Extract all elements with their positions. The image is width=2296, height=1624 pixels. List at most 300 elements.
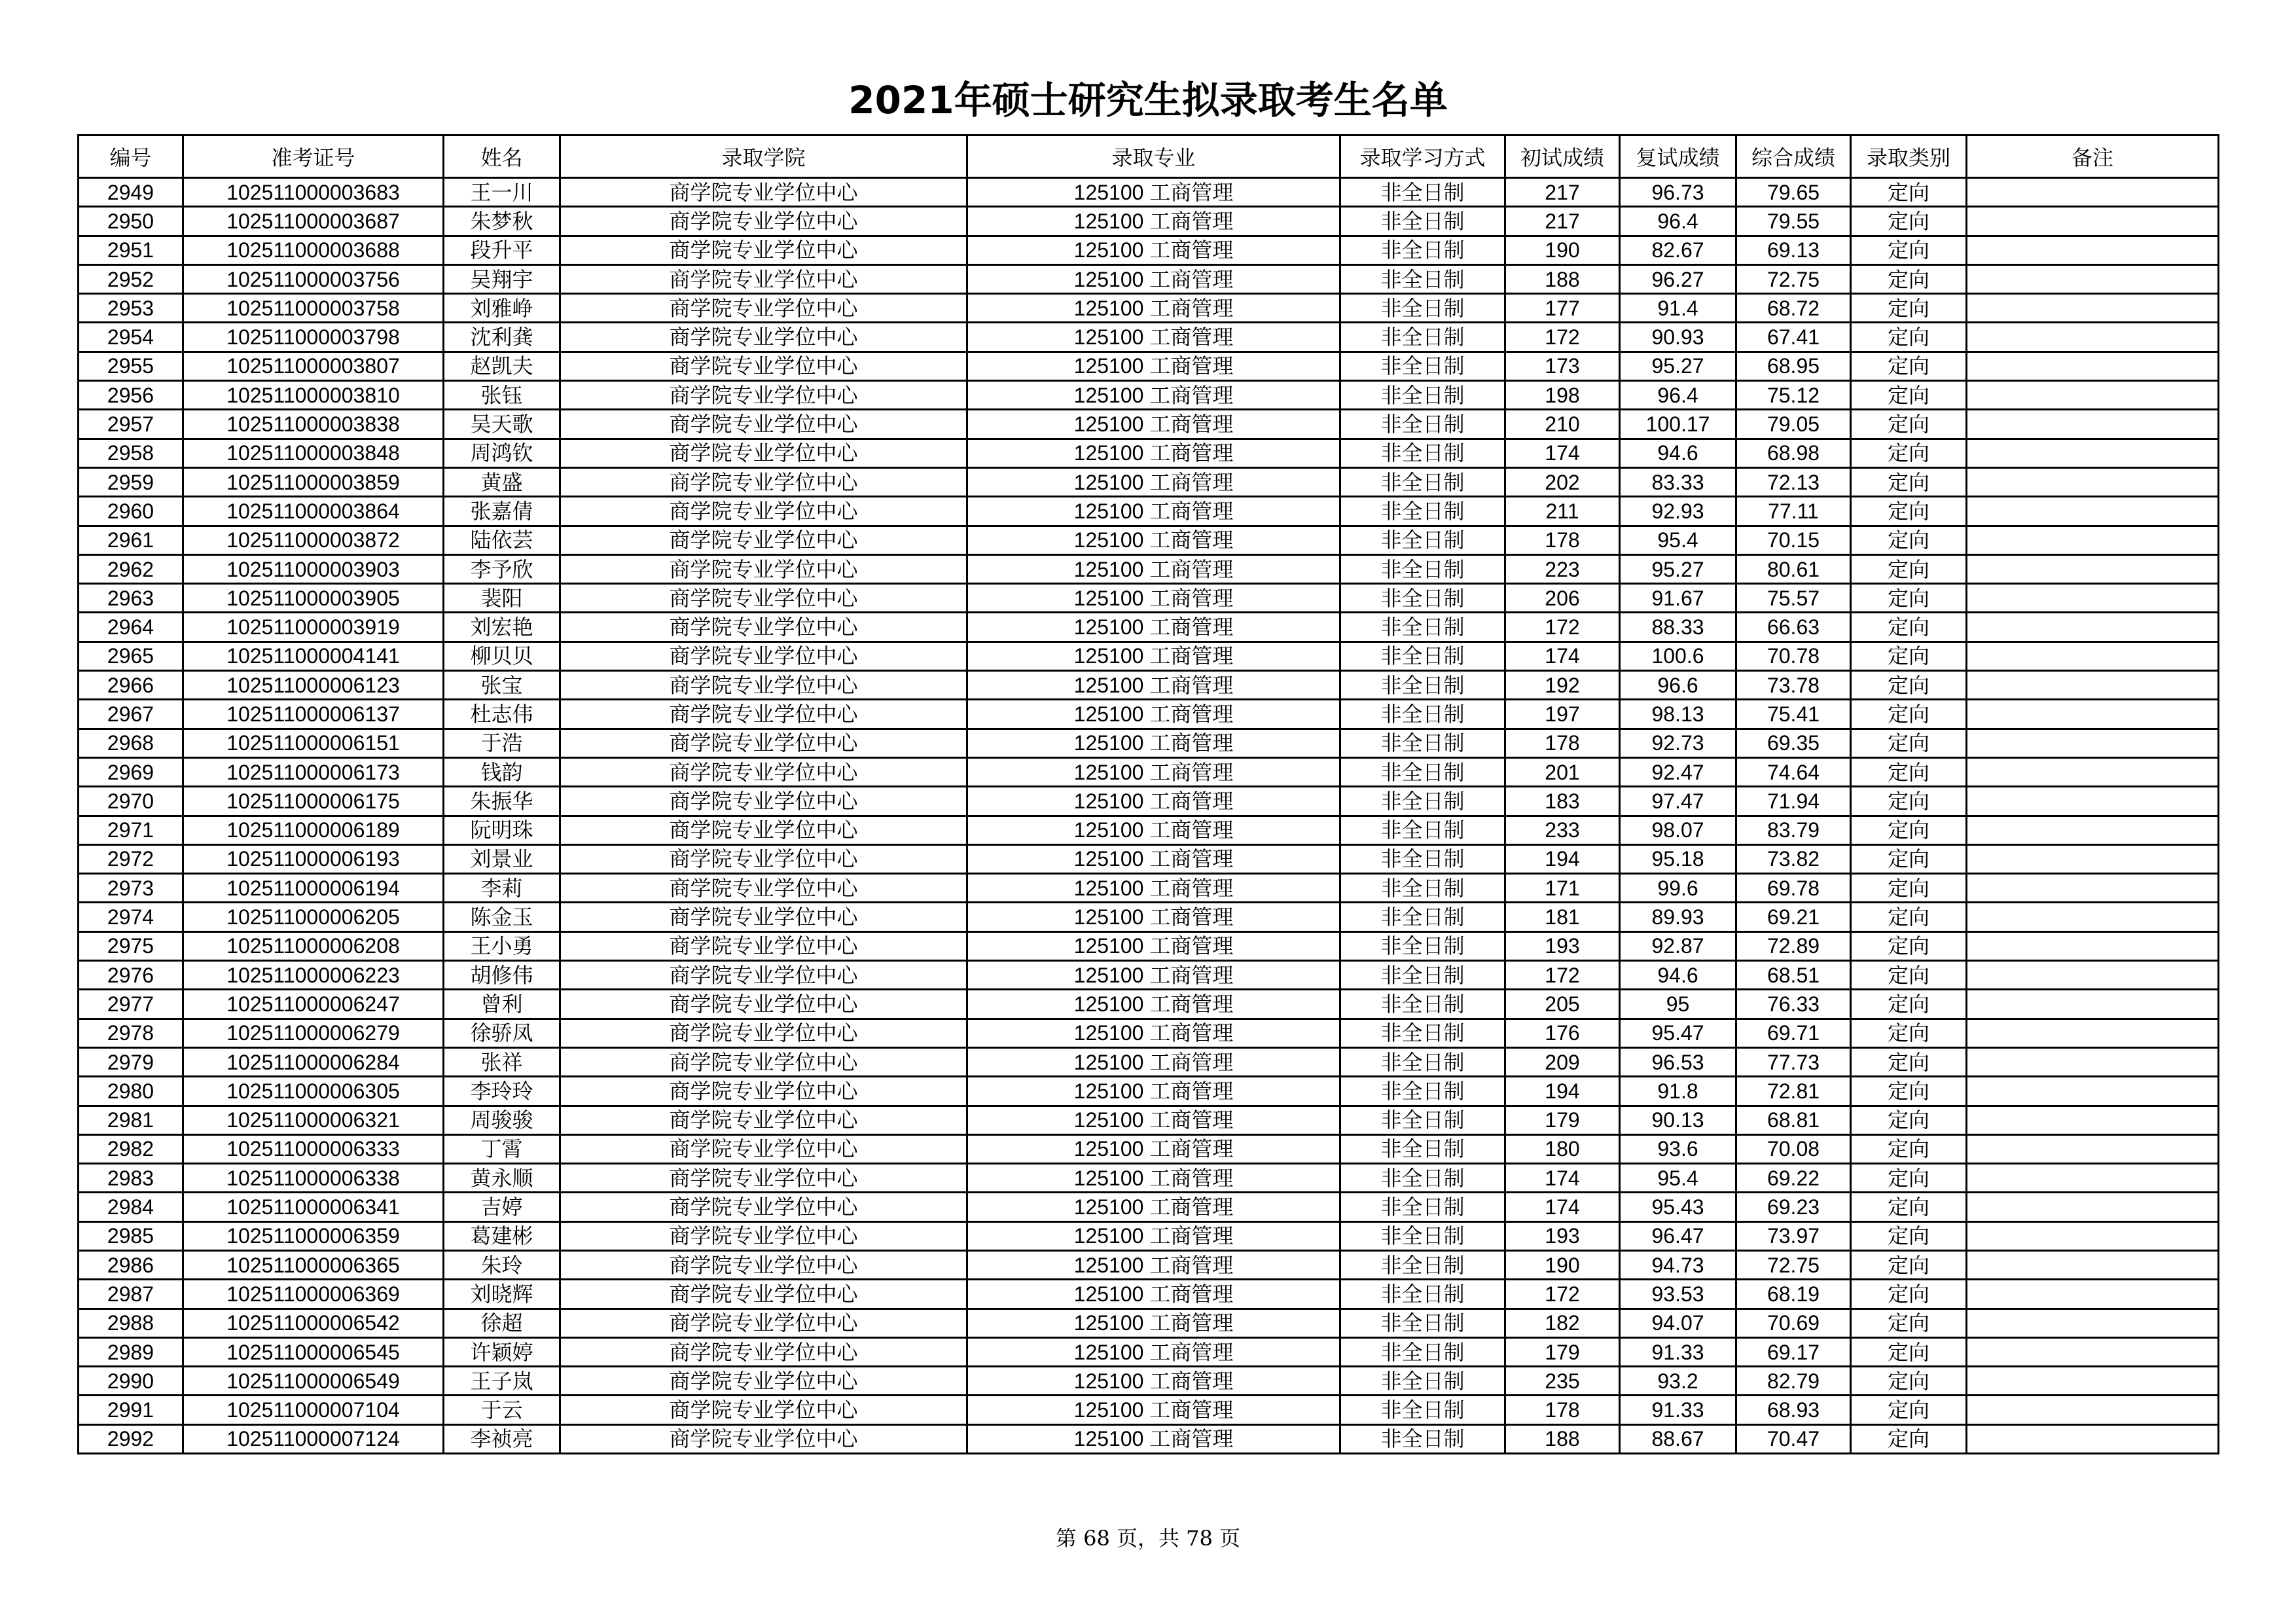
- cell-prelim-score: 174: [1505, 641, 1620, 670]
- table-row: [79, 816, 2219, 844]
- cell-category: 定向: [1851, 1047, 1967, 1076]
- col-header-name: 姓名: [444, 135, 560, 178]
- cell-id: 2960: [79, 497, 183, 526]
- cell-major: 125100 工商管理: [967, 729, 1340, 757]
- cell-major: 125100 工商管理: [967, 352, 1340, 380]
- cell-name: 钱韵: [444, 757, 560, 786]
- cell-remarks: [1967, 874, 2219, 903]
- cell-id: 2985: [79, 1221, 183, 1250]
- col-header-retest-score: 复试成绩: [1620, 135, 1736, 178]
- cell-remarks: [1967, 207, 2219, 236]
- cell-prelim-score: 202: [1505, 467, 1620, 496]
- cell-college: 商学院专业学位中心: [560, 526, 967, 554]
- cell-name: 朱振华: [444, 787, 560, 816]
- cell-major: 125100 工商管理: [967, 700, 1340, 729]
- cell-total-score: 70.78: [1736, 641, 1851, 670]
- cell-category: 定向: [1851, 874, 1967, 903]
- cell-category: 定向: [1851, 1077, 1967, 1106]
- cell-prelim-score: 179: [1505, 1106, 1620, 1134]
- cell-prelim-score: 178: [1505, 1396, 1620, 1424]
- cell-remarks: [1967, 816, 2219, 844]
- cell-major: 125100 工商管理: [967, 323, 1340, 352]
- cell-id: 2990: [79, 1367, 183, 1396]
- cell-total-score: 70.69: [1736, 1308, 1851, 1337]
- cell-id: 2974: [79, 903, 183, 931]
- cell-retest-score: 93.2: [1620, 1367, 1736, 1396]
- table-row: [79, 641, 2219, 670]
- cell-study-mode: 非全日制: [1340, 700, 1505, 729]
- cell-name: 王子岚: [444, 1367, 560, 1396]
- cell-total-score: 73.78: [1736, 671, 1851, 700]
- cell-remarks: [1967, 381, 2219, 410]
- cell-exam-number: 102511000006545: [183, 1337, 444, 1366]
- cell-prelim-score: 172: [1505, 1280, 1620, 1308]
- cell-prelim-score: 179: [1505, 1337, 1620, 1366]
- cell-remarks: [1967, 1077, 2219, 1106]
- cell-total-score: 77.11: [1736, 497, 1851, 526]
- cell-remarks: [1967, 1047, 2219, 1076]
- cell-category: 定向: [1851, 236, 1967, 264]
- table-row: [79, 1019, 2219, 1047]
- table-row: [79, 584, 2219, 613]
- cell-retest-score: 93.6: [1620, 1134, 1736, 1163]
- cell-retest-score: 91.33: [1620, 1396, 1736, 1424]
- cell-study-mode: 非全日制: [1340, 1019, 1505, 1047]
- cell-major: 125100 工商管理: [967, 264, 1340, 293]
- cell-category: 定向: [1851, 816, 1967, 844]
- cell-name: 赵凯夫: [444, 352, 560, 380]
- table-row: [79, 178, 2219, 207]
- cell-name: 徐骄凤: [444, 1019, 560, 1047]
- cell-retest-score: 90.93: [1620, 323, 1736, 352]
- cell-total-score: 66.63: [1736, 613, 1851, 641]
- table-row: [79, 700, 2219, 729]
- cell-id: 2954: [79, 323, 183, 352]
- cell-prelim-score: 178: [1505, 729, 1620, 757]
- cell-retest-score: 99.6: [1620, 874, 1736, 903]
- cell-retest-score: 96.27: [1620, 264, 1736, 293]
- cell-prelim-score: 176: [1505, 1019, 1620, 1047]
- cell-major: 125100 工商管理: [967, 844, 1340, 873]
- cell-exam-number: 102511000006338: [183, 1164, 444, 1193]
- cell-category: 定向: [1851, 526, 1967, 554]
- cell-total-score: 75.41: [1736, 700, 1851, 729]
- cell-total-score: 72.81: [1736, 1077, 1851, 1106]
- cell-exam-number: 102511000003872: [183, 526, 444, 554]
- cell-category: 定向: [1851, 1019, 1967, 1047]
- cell-remarks: [1967, 903, 2219, 931]
- cell-exam-number: 102511000006305: [183, 1077, 444, 1106]
- cell-exam-number: 102511000006279: [183, 1019, 444, 1047]
- table-row: [79, 264, 2219, 293]
- table-row: [79, 787, 2219, 816]
- cell-category: 定向: [1851, 410, 1967, 439]
- table-row: [79, 1134, 2219, 1163]
- table-row: [79, 844, 2219, 873]
- cell-name: 于浩: [444, 729, 560, 757]
- cell-prelim-score: 217: [1505, 178, 1620, 207]
- cell-study-mode: 非全日制: [1340, 323, 1505, 352]
- cell-remarks: [1967, 1308, 2219, 1337]
- cell-name: 陆依芸: [444, 526, 560, 554]
- cell-exam-number: 102511000003838: [183, 410, 444, 439]
- cell-name: 张钰: [444, 381, 560, 410]
- cell-exam-number: 102511000006542: [183, 1308, 444, 1337]
- table-row: [79, 1396, 2219, 1424]
- cell-name: 李玲玲: [444, 1077, 560, 1106]
- cell-category: 定向: [1851, 323, 1967, 352]
- cell-exam-number: 102511000006369: [183, 1280, 444, 1308]
- cell-total-score: 69.13: [1736, 236, 1851, 264]
- page-footer: 第 68 页，共 78 页: [1055, 1526, 1241, 1551]
- cell-exam-number: 102511000006223: [183, 961, 444, 990]
- cell-total-score: 72.13: [1736, 467, 1851, 496]
- cell-remarks: [1967, 264, 2219, 293]
- cell-remarks: [1967, 1164, 2219, 1193]
- cell-major: 125100 工商管理: [967, 1134, 1340, 1163]
- cell-exam-number: 102511000006175: [183, 787, 444, 816]
- cell-remarks: [1967, 526, 2219, 554]
- cell-prelim-score: 177: [1505, 294, 1620, 323]
- cell-retest-score: 95.18: [1620, 844, 1736, 873]
- cell-total-score: 83.79: [1736, 816, 1851, 844]
- cell-total-score: 79.55: [1736, 207, 1851, 236]
- cell-prelim-score: 206: [1505, 584, 1620, 613]
- table-row: [79, 352, 2219, 380]
- cell-major: 125100 工商管理: [967, 613, 1340, 641]
- cell-college: 商学院专业学位中心: [560, 844, 967, 873]
- cell-exam-number: 102511000003758: [183, 294, 444, 323]
- cell-category: 定向: [1851, 844, 1967, 873]
- cell-name: 段升平: [444, 236, 560, 264]
- cell-category: 定向: [1851, 990, 1967, 1019]
- cell-college: 商学院专业学位中心: [560, 1424, 967, 1453]
- table-row: [79, 1164, 2219, 1193]
- cell-study-mode: 非全日制: [1340, 497, 1505, 526]
- cell-total-score: 70.15: [1736, 526, 1851, 554]
- cell-retest-score: 95.47: [1620, 1019, 1736, 1047]
- cell-exam-number: 102511000003756: [183, 264, 444, 293]
- cell-total-score: 77.73: [1736, 1047, 1851, 1076]
- cell-total-score: 72.89: [1736, 931, 1851, 960]
- cell-college: 商学院专业学位中心: [560, 1367, 967, 1396]
- cell-exam-number: 102511000003798: [183, 323, 444, 352]
- cell-retest-score: 95.4: [1620, 526, 1736, 554]
- table-row: [79, 757, 2219, 786]
- cell-remarks: [1967, 1337, 2219, 1366]
- cell-major: 125100 工商管理: [967, 439, 1340, 467]
- cell-total-score: 80.61: [1736, 554, 1851, 583]
- cell-name: 李予欣: [444, 554, 560, 583]
- cell-name: 李莉: [444, 874, 560, 903]
- cell-category: 定向: [1851, 352, 1967, 380]
- cell-exam-number: 102511000003919: [183, 613, 444, 641]
- cell-college: 商学院专业学位中心: [560, 931, 967, 960]
- cell-name: 许颖婷: [444, 1337, 560, 1366]
- cell-total-score: 69.71: [1736, 1019, 1851, 1047]
- cell-prelim-score: 172: [1505, 323, 1620, 352]
- table-row: [79, 990, 2219, 1019]
- cell-remarks: [1967, 236, 2219, 264]
- cell-category: 定向: [1851, 554, 1967, 583]
- cell-category: 定向: [1851, 1250, 1967, 1279]
- cell-prelim-score: 233: [1505, 816, 1620, 844]
- cell-retest-score: 96.4: [1620, 381, 1736, 410]
- cell-college: 商学院专业学位中心: [560, 236, 967, 264]
- table-row: [79, 439, 2219, 467]
- table-row: [79, 1193, 2219, 1221]
- cell-college: 商学院专业学位中心: [560, 1337, 967, 1366]
- cell-remarks: [1967, 1250, 2219, 1279]
- cell-prelim-score: 223: [1505, 554, 1620, 583]
- cell-college: 商学院专业学位中心: [560, 1221, 967, 1250]
- cell-remarks: [1967, 931, 2219, 960]
- cell-retest-score: 95.43: [1620, 1193, 1736, 1221]
- cell-exam-number: 102511000006151: [183, 729, 444, 757]
- cell-college: 商学院专业学位中心: [560, 1047, 967, 1076]
- cell-id: 2979: [79, 1047, 183, 1076]
- cell-prelim-score: 193: [1505, 1221, 1620, 1250]
- cell-exam-number: 102511000003807: [183, 352, 444, 380]
- col-header-total-score: 综合成绩: [1736, 135, 1851, 178]
- cell-prelim-score: 211: [1505, 497, 1620, 526]
- cell-total-score: 72.75: [1736, 264, 1851, 293]
- cell-category: 定向: [1851, 1134, 1967, 1163]
- cell-exam-number: 102511000004141: [183, 641, 444, 670]
- cell-exam-number: 102511000003848: [183, 439, 444, 467]
- cell-id: 2968: [79, 729, 183, 757]
- cell-remarks: [1967, 178, 2219, 207]
- cell-category: 定向: [1851, 1280, 1967, 1308]
- cell-major: 125100 工商管理: [967, 497, 1340, 526]
- cell-category: 定向: [1851, 700, 1967, 729]
- cell-remarks: [1967, 700, 2219, 729]
- table-row: [79, 381, 2219, 410]
- cell-name: 刘晓辉: [444, 1280, 560, 1308]
- cell-prelim-score: 174: [1505, 1164, 1620, 1193]
- cell-id: 2976: [79, 961, 183, 990]
- cell-study-mode: 非全日制: [1340, 554, 1505, 583]
- cell-category: 定向: [1851, 584, 1967, 613]
- cell-remarks: [1967, 1193, 2219, 1221]
- cell-id: 2991: [79, 1396, 183, 1424]
- cell-id: 2983: [79, 1164, 183, 1193]
- cell-prelim-score: 209: [1505, 1047, 1620, 1076]
- cell-college: 商学院专业学位中心: [560, 613, 967, 641]
- cell-study-mode: 非全日制: [1340, 178, 1505, 207]
- cell-prelim-score: 205: [1505, 990, 1620, 1019]
- cell-prelim-score: 181: [1505, 903, 1620, 931]
- cell-total-score: 69.78: [1736, 874, 1851, 903]
- cell-name: 陈金玉: [444, 903, 560, 931]
- col-header-study-mode: 录取学习方式: [1340, 135, 1505, 178]
- admission-table: [77, 134, 2219, 1454]
- cell-remarks: [1967, 410, 2219, 439]
- cell-category: 定向: [1851, 1424, 1967, 1453]
- table-row: [79, 526, 2219, 554]
- cell-remarks: [1967, 729, 2219, 757]
- cell-prelim-score: 174: [1505, 439, 1620, 467]
- cell-id: 2958: [79, 439, 183, 467]
- cell-major: 125100 工商管理: [967, 903, 1340, 931]
- cell-retest-score: 88.67: [1620, 1424, 1736, 1453]
- cell-prelim-score: 188: [1505, 1424, 1620, 1453]
- cell-study-mode: 非全日制: [1340, 1164, 1505, 1193]
- cell-prelim-score: 172: [1505, 961, 1620, 990]
- cell-major: 125100 工商管理: [967, 931, 1340, 960]
- cell-retest-score: 100.6: [1620, 641, 1736, 670]
- cell-major: 125100 工商管理: [967, 1424, 1340, 1453]
- cell-retest-score: 97.47: [1620, 787, 1736, 816]
- cell-name: 李祯亮: [444, 1424, 560, 1453]
- cell-total-score: 69.22: [1736, 1164, 1851, 1193]
- cell-prelim-score: 180: [1505, 1134, 1620, 1163]
- table-row: [79, 323, 2219, 352]
- cell-name: 曾利: [444, 990, 560, 1019]
- cell-exam-number: 102511000006284: [183, 1047, 444, 1076]
- cell-retest-score: 91.33: [1620, 1337, 1736, 1366]
- cell-id: 2986: [79, 1250, 183, 1279]
- cell-exam-number: 102511000003864: [183, 497, 444, 526]
- cell-category: 定向: [1851, 264, 1967, 293]
- cell-retest-score: 83.33: [1620, 467, 1736, 496]
- cell-retest-score: 89.93: [1620, 903, 1736, 931]
- cell-retest-score: 92.47: [1620, 757, 1736, 786]
- cell-id: 2972: [79, 844, 183, 873]
- cell-study-mode: 非全日制: [1340, 1077, 1505, 1106]
- cell-total-score: 68.95: [1736, 352, 1851, 380]
- cell-remarks: [1967, 1106, 2219, 1134]
- cell-total-score: 71.94: [1736, 787, 1851, 816]
- cell-study-mode: 非全日制: [1340, 1308, 1505, 1337]
- cell-category: 定向: [1851, 1308, 1967, 1337]
- cell-major: 125100 工商管理: [967, 526, 1340, 554]
- cell-major: 125100 工商管理: [967, 554, 1340, 583]
- cell-study-mode: 非全日制: [1340, 729, 1505, 757]
- table-row: [79, 410, 2219, 439]
- cell-major: 125100 工商管理: [967, 1164, 1340, 1193]
- cell-exam-number: 102511000007104: [183, 1396, 444, 1424]
- cell-college: 商学院专业学位中心: [560, 1106, 967, 1134]
- cell-remarks: [1967, 671, 2219, 700]
- cell-prelim-score: 194: [1505, 1077, 1620, 1106]
- cell-major: 125100 工商管理: [967, 467, 1340, 496]
- cell-prelim-score: 171: [1505, 874, 1620, 903]
- cell-exam-number: 102511000003687: [183, 207, 444, 236]
- cell-name: 于云: [444, 1396, 560, 1424]
- cell-study-mode: 非全日制: [1340, 1424, 1505, 1453]
- cell-remarks: [1967, 641, 2219, 670]
- cell-college: 商学院专业学位中心: [560, 1250, 967, 1279]
- cell-major: 125100 工商管理: [967, 1250, 1340, 1279]
- cell-total-score: 72.75: [1736, 1250, 1851, 1279]
- cell-major: 125100 工商管理: [967, 671, 1340, 700]
- cell-college: 商学院专业学位中心: [560, 178, 967, 207]
- cell-study-mode: 非全日制: [1340, 1337, 1505, 1366]
- cell-major: 125100 工商管理: [967, 1337, 1340, 1366]
- cell-exam-number: 102511000003810: [183, 381, 444, 410]
- cell-major: 125100 工商管理: [967, 1019, 1340, 1047]
- cell-study-mode: 非全日制: [1340, 816, 1505, 844]
- cell-remarks: [1967, 757, 2219, 786]
- cell-name: 徐超: [444, 1308, 560, 1337]
- cell-retest-score: 94.6: [1620, 961, 1736, 990]
- cell-retest-score: 98.07: [1620, 816, 1736, 844]
- cell-college: 商学院专业学位中心: [560, 700, 967, 729]
- cell-college: 商学院专业学位中心: [560, 554, 967, 583]
- cell-prelim-score: 183: [1505, 787, 1620, 816]
- cell-exam-number: 102511000006189: [183, 816, 444, 844]
- cell-retest-score: 88.33: [1620, 613, 1736, 641]
- cell-study-mode: 非全日制: [1340, 961, 1505, 990]
- cell-study-mode: 非全日制: [1340, 526, 1505, 554]
- cell-id: 2987: [79, 1280, 183, 1308]
- cell-exam-number: 102511000003688: [183, 236, 444, 264]
- cell-id: 2965: [79, 641, 183, 670]
- cell-total-score: 68.98: [1736, 439, 1851, 467]
- cell-retest-score: 96.73: [1620, 178, 1736, 207]
- table-row: [79, 1308, 2219, 1337]
- cell-prelim-score: 192: [1505, 671, 1620, 700]
- cell-total-score: 76.33: [1736, 990, 1851, 1019]
- cell-name: 裴阳: [444, 584, 560, 613]
- cell-prelim-score: 194: [1505, 844, 1620, 873]
- table-body: [79, 178, 2219, 1454]
- cell-total-score: 82.79: [1736, 1367, 1851, 1396]
- cell-major: 125100 工商管理: [967, 1106, 1340, 1134]
- cell-study-mode: 非全日制: [1340, 903, 1505, 931]
- cell-major: 125100 工商管理: [967, 1308, 1340, 1337]
- cell-id: 2970: [79, 787, 183, 816]
- cell-remarks: [1967, 844, 2219, 873]
- table-row: [79, 1367, 2219, 1396]
- cell-remarks: [1967, 1280, 2219, 1308]
- cell-college: 商学院专业学位中心: [560, 787, 967, 816]
- cell-category: 定向: [1851, 787, 1967, 816]
- cell-retest-score: 82.67: [1620, 236, 1736, 264]
- cell-retest-score: 94.07: [1620, 1308, 1736, 1337]
- cell-category: 定向: [1851, 497, 1967, 526]
- cell-college: 商学院专业学位中心: [560, 961, 967, 990]
- table-row: [79, 729, 2219, 757]
- cell-study-mode: 非全日制: [1340, 844, 1505, 873]
- cell-college: 商学院专业学位中心: [560, 874, 967, 903]
- cell-remarks: [1967, 990, 2219, 1019]
- cell-exam-number: 102511000006359: [183, 1221, 444, 1250]
- cell-total-score: 69.17: [1736, 1337, 1851, 1366]
- cell-college: 商学院专业学位中心: [560, 1134, 967, 1163]
- cell-prelim-score: 197: [1505, 700, 1620, 729]
- cell-category: 定向: [1851, 1337, 1967, 1366]
- cell-exam-number: 102511000006205: [183, 903, 444, 931]
- cell-retest-score: 95.27: [1620, 554, 1736, 583]
- col-header-remarks: 备注: [1967, 135, 2219, 178]
- cell-exam-number: 102511000003859: [183, 467, 444, 496]
- cell-retest-score: 92.93: [1620, 497, 1736, 526]
- cell-id: 2969: [79, 757, 183, 786]
- cell-prelim-score: 178: [1505, 526, 1620, 554]
- cell-name: 杜志伟: [444, 700, 560, 729]
- cell-remarks: [1967, 787, 2219, 816]
- cell-study-mode: 非全日制: [1340, 641, 1505, 670]
- table-row: [79, 903, 2219, 931]
- cell-category: 定向: [1851, 1164, 1967, 1193]
- cell-college: 商学院专业学位中心: [560, 207, 967, 236]
- table-row: [79, 961, 2219, 990]
- cell-name: 刘景业: [444, 844, 560, 873]
- cell-major: 125100 工商管理: [967, 816, 1340, 844]
- cell-college: 商学院专业学位中心: [560, 816, 967, 844]
